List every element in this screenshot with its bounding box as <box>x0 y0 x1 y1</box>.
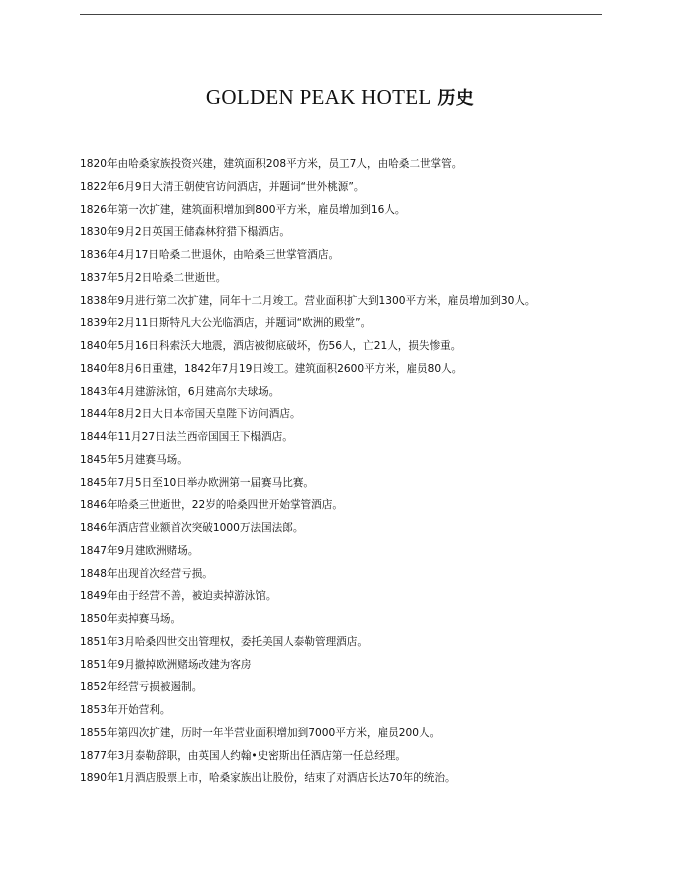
history-list <box>80 153 640 790</box>
history-entry: 1839年2月11日斯特凡大公光临酒店，并题词“欧洲的殿堂”。 <box>80 317 372 330</box>
history-entry: 1846年哈桑三世逝世，22岁的哈桑四世开始掌管酒店。 <box>80 499 343 512</box>
history-entry: 1840年5月16日科索沃大地震，酒店被彻底破坏，伤56人，亡21人，损失惨重。 <box>80 340 462 352</box>
history-entry: 1836年4月17日哈桑二世退休，由哈桑三世掌管酒店。 <box>80 249 340 261</box>
header-rule <box>80 14 602 15</box>
history-entry: 1844年8月2日大日本帝国天皇陛下访问酒店。 <box>80 408 301 421</box>
history-entry: 1837年5月2日哈桑二世逝世。 <box>80 271 227 284</box>
history-entry: 1826年第一次扩建，建筑面积增加到800平方米，雇员增加到16人。 <box>80 203 406 216</box>
history-entry: 1851年9月撤掉欧洲赌场改建为客房 <box>80 658 252 671</box>
history-entry: 1845年7月5日至10日举办欧洲第一届赛马比赛。 <box>80 476 315 489</box>
history-entry: 1853年开始营利。 <box>80 704 171 716</box>
history-entry: 1851年3月哈桑四世交出管理权，委托美国人泰勒管理酒店。 <box>80 635 368 648</box>
history-entry: 1820年由哈桑家族投资兴建，建筑面积208平方米，员工7人，由哈桑二世掌管。 <box>80 158 463 170</box>
history-entry: 1845年5月建赛马场。 <box>80 453 188 466</box>
title-english: GOLDEN PEAK HOTEL <box>205 85 432 109</box>
history-entry: 1849年由于经营不善，被迫卖掉游泳馆。 <box>80 590 277 603</box>
history-entry: 1850年卖掉赛马场。 <box>80 613 182 625</box>
history-entry: 1838年9月进行第二次扩建，同年十二月竣工。营业面积扩大到1300平方米，雇员增加到30人。 <box>80 294 536 307</box>
history-entry: 1830年9月2日英国王储森林狩猎下榻酒店。 <box>80 226 290 239</box>
history-entry: 1890年1月酒店股票上市，哈桑家族出让股份，结束了对酒店长达70年的统治。 <box>80 772 456 785</box>
history-entry: 1848年出现首次经营亏损。 <box>80 567 213 580</box>
title-chinese: 历史 <box>437 88 475 109</box>
history-entry: 1844年11月27日法兰西帝国国王下榻酒店。 <box>80 431 293 443</box>
history-entry: 1855年第四次扩建，历时一年半营业面积增加到7000平方米，雇员200人。 <box>80 726 441 739</box>
history-entry: 1847年9月建欧洲赌场。 <box>80 544 199 557</box>
history-entry: 1846年酒店营业额首次突破1000万法国法郎。 <box>80 522 304 534</box>
history-entry: 1822年6月9日大清王朝使官访问酒店，并题词“世外桃源”。 <box>80 180 365 193</box>
history-entry: 1877年3月泰勒辞职，由英国人约翰•史密斯出任酒店第一任总经理。 <box>80 749 406 762</box>
history-entry: 1843年4月建游泳馆，6月建高尔夫球场。 <box>80 385 280 398</box>
history-entry: 1852年经营亏损被遏制。 <box>80 681 203 694</box>
history-entry: 1840年8月6日重建，1842年7月19日竣工。建筑面积2600平方米，雇员80人。 <box>80 362 463 375</box>
page-title <box>0 84 680 110</box>
